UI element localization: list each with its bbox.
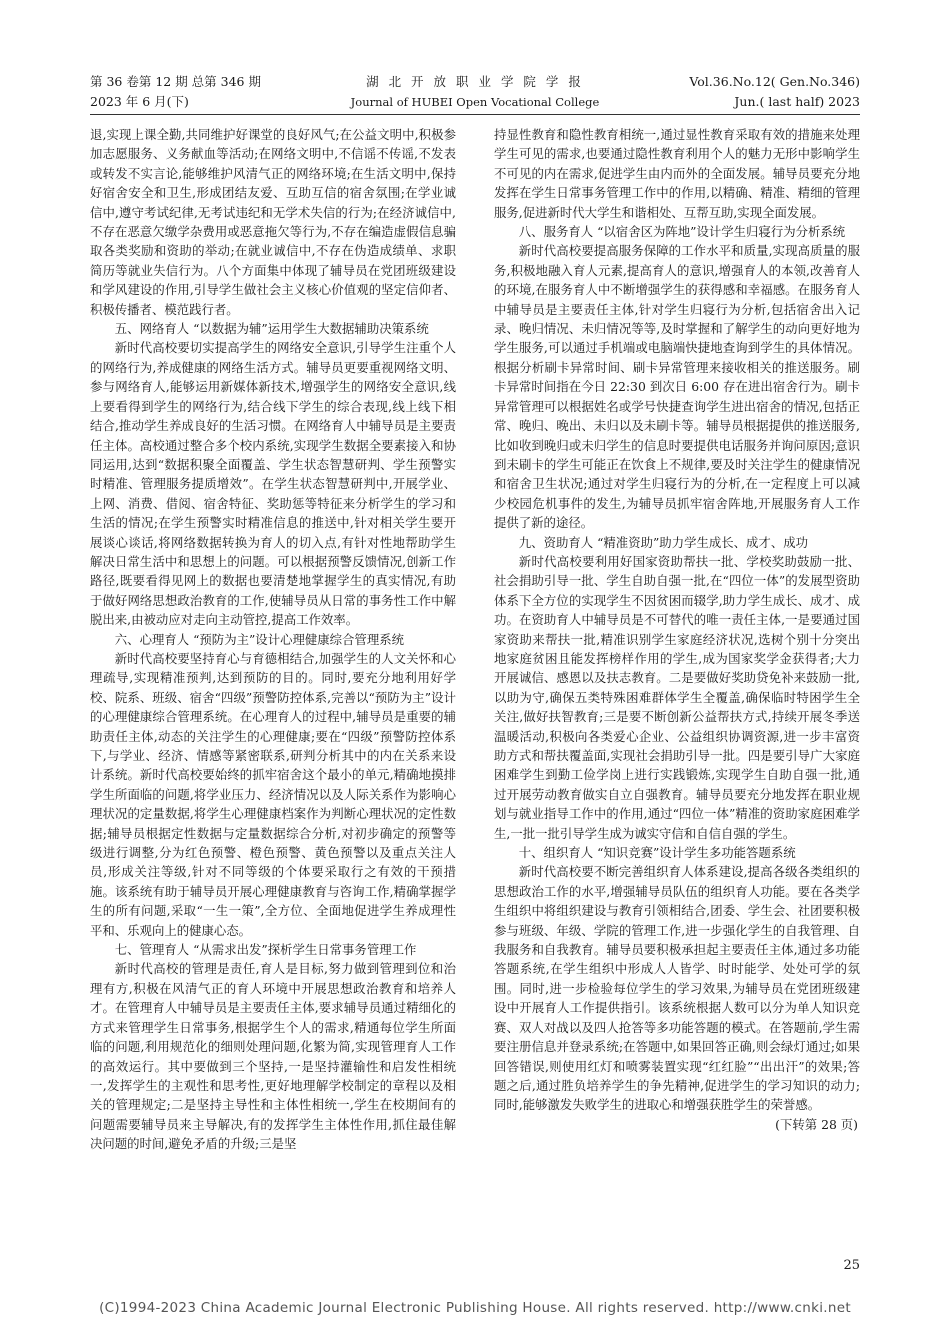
section-heading-5: 五、网络育人 “以数据为辅”运用学生大数据辅助决策系统 — [114, 321, 429, 337]
section-heading-6: 六、心理育人 “预防为主”设计心理健康综合管理系统 — [114, 631, 404, 647]
journal-title-en: Journal of HUBEI Open Vocational College — [350, 95, 600, 109]
copyright-footer: (C)1994-2023 China Academic Journal Electronic Publishing House. All rights reserved. http://www.cnki.net — [99, 1300, 851, 1316]
section-heading-9: 九、资助育人 “精准资助”助力学生成长、成才、成功 — [518, 534, 808, 550]
left-column — [90, 125, 456, 1154]
paragraph: 新时代高校要坚持育心与育德相结合,加强学生的人文关怀和心理疏导,实现精准预判,达到预防的目的。同时,要充分地利用好学校、院系、班级、宿舍“四级”预警防控体系,完善以“预防为主”设计的心理健康综合管理系统。在心理育人的过程中,辅导员是重要的辅助责任主体,动态的关注学生的心理健康;要在“四级”预警防控体系下,与学业、经济、情感等紧密联系,研判分析其中的内在关系来设计系统。新时代高校要始终的抓牢宿舍这个最小的单元,精确地摸排学生所面临的问题,将学业压力、经济情况以及人际关系作为影响心理状况的定量数据,将学生心理健康档案作为判断心理状况的定性数据;辅导员根据定性数据与定量数据综合分析,对初步确定的预警等级进行调整,分为红色预警、橙色预警、黄色预警以及重点关注人员,形成关注等级,针对不同等级的个体要采取行之有效的干预措施。该系统有助于辅导员开展心理健康教育与咨询工作,精确掌握学生的所有问题,采取“一生一策”,全方位、全面地促进学生养成理性平和、乐观向上的健康心态。 — [90, 650, 456, 938]
paragraph: 新时代高校要利用好国家资助帮扶一批、学校奖助鼓励一批、社会捐助引导一批、学生自助自强一批,在“四位一体”的发展型资助体系下全方位的实现学生不因贫困而辍学,助力学生成长、成才、成功。在资助育人中辅导员是不可替代的唯一责任主体,一是要通过国家资助来帮扶一批,精准识别学生家庭经济状况,选树个别十分突出地家庭贫困且能发挥榜样作用的学生,成为国家奖学金获得者;大力开展诚信、感恩以及扶志教育。二是要做好奖助贷免补来鼓励一批,以助为守,确保五类特殊困难群体学生全覆盖,确保临时特困学生全关注,做好扶智教育;三是要不断创新公益帮扶方式,持续开展冬季送温暖活动,积极向各类爱心企业、公益组织协调资源,进一步丰富资助方式和帮扶覆盖面,实现社会捐助引导一批。四是要引导广大家庭困难学生到勤工俭学岗上进行实践锻炼,实现学生自助自强一批,通过开展劳动教育做实自立自强教育。辅导员要充分地发挥在职业规划与就业指导工作中的作用,通过“四位一体”精准的资助家庭困难学生,一批一批引导学生成为诚实守信和自信自强的学生。 — [494, 553, 860, 841]
paragraph: 新时代高校的管理是责任,育人是目标,努力做到管理到位和治理有方,积极在风清气正的育人环境中开展思想政治教育和培养人才。在管理育人中辅导员是主要责任主体,要求辅导员通过精细化的方式来管理学生日常事务,根据学生个人的需求,精通每位学生所面临的问题,利用规范化的细则处理问题,化繁为简,实现管理育人工作的高效运行。其中要做到三个坚持,一是坚持灌输性和启发性相统一,发挥学生的主观性和思考性,更好地理解学校制定的章程以及相关的管理规定;二是坚持主导性和主体性相统一,学生在校期间有的问题需要辅导员来主导解决,有的发挥学生主体性作用,抓住最佳解决问题的时间,避免矛盾的升级;三是坚 — [90, 961, 456, 1152]
journal-header — [90, 72, 860, 115]
paragraph: 新时代高校要不断完善组织育人体系建设,提高各级各类组织的思想政治工作的水平,增强辅导员队伍的组织育人功能。要在各类学生组织中将组织建设与教育引领相结合,团委、学生会、社团要积极参与班级、年级、学院的管理工作,进一步强化学生的自我管理、自我服务和自我教育。辅导员要积极承担起主要责任主体,通过多功能答题系统,在学生组织中形成人人皆学、时时能学、处处可学的氛围。同时,进一步检验每位学生的学习效果,为辅导员在党团班级建设中开展育人工作提供指引。该系统根据人数可以分为单人知识竞赛、双人对战以及四人抢答等多功能答题的模式。在答题前,学生需要注册信息并登录系统;在答题中,如果回答正确,则会绿灯通过;如果回答错误,则使用红灯和喷雾装置实现“红红脸”“出出汗”的效果;答题之后,通过胜负培养学生的争先精神,促进学生的学习知识的动力;同时,能够激发失败学生的进取心和增强获胜学生的荣誉感。 — [494, 864, 860, 1113]
right-column — [494, 125, 860, 1134]
paragraph: 持显性教育和隐性教育相统一,通过显性教育采取有效的措施来处理学生可见的需求,也要通过隐性教育利用个人的魅力无形中影响学生不可见的内在需求,促进学生由内而外的全面发展。辅导员要充分地发挥在学生日常事务管理工作中的作用,以精确、精准、精细的管理服务,促进新时代大学生和谐相处、互帮互助,实现全面发展。 — [494, 127, 860, 220]
issue-volume-en: Vol.36.No.12( Gen.No.346) — [689, 74, 860, 89]
section-heading-7: 七、管理育人 “从需求出发”探析学生日常事务管理工作 — [114, 942, 417, 958]
paragraph: 退,实现上课全勤,共同维护好课堂的良好风气;在公益文明中,积极参加志愿服务、义务献血等活动;在网络文明中,不信谣不传谣,不发表或转发不实言论,能够维护风清气正的网络环境;在生活文明中,保持好宿舍安全和卫生,形成团结友爱、互助互信的宿舍氛围;在学业诚信中,遵守考试纪律,无考试违纪和无学术失信的行为;在经济诚信中,不存在恶意欠缴学杂费用或恶意拖欠等行为,不存在编造虚假信息骗取各类奖励和资助的举动;在就业诚信中,不存在伪造成绩单、求职简历等就业失信行为。八个方面集中体现了辅导员在党团班级建设和学风建设的作用,引导学生做社会主义核心价值观的坚定信仰者、积极传播者、模范践行者。 — [90, 127, 456, 317]
continued-note: (下转第 28 页) — [775, 1116, 858, 1132]
issue-volume: 第 36 卷第 12 期 总第 346 期 — [90, 74, 261, 89]
section-heading-8: 八、服务育人 “以宿舍区为阵地”设计学生归寝行为分析系统 — [518, 224, 846, 240]
paragraph: 新时代高校要切实提高学生的网络安全意识,引导学生注重个人的网络行为,养成健康的网络生活方式。辅导员更要重视网络文明、参与网络育人,能够运用新媒体新技术,增强学生的网络安全意识,线上要看得到学生的网络行为,结合线下学生的综合表现,线上线下相结合,推动学生养成良好的生活习惯。在网络育人中辅导员是主要责任主体。高校通过整合多个校内系统,实现学生数据全要素接入和协同运用,达到“数据积聚全面覆盖、学生状态智慧研判、学生预警实时精准、管理服务提质增效”。在学生状态智慧研判中,开展学业、上网、消费、借阅、宿舍特征、奖助惩等特征来分析学生的学习和生活的情况;在学生预警实时精准信息的推送中,针对相关学生要开展谈心谈话,将网络数据转换为育人的切入点,有针对性地帮助学生解决日常生活中和思想上的问题。可以根据预警反馈情况,创新工作路径,既要看得见网上的数据也要清楚地掌握学生的真实情况,有助于做好网络思想政治教育的工作,使辅导员从日常的事务性工作中解脱出来,由被动应对走向主动管控,提高工作效率。 — [90, 340, 456, 628]
page-number: 25 — [843, 1258, 860, 1273]
section-heading-10: 十、组织育人 “知识竞赛”设计学生多功能答题系统 — [518, 845, 796, 861]
journal-title-cn: 湖 北 开 放 职 业 学 院 学 报 — [366, 74, 584, 89]
paragraph: 新时代高校要提高服务保障的工作水平和质量,实现高质量的服务,积极地融入育人元素,提高育人的意识,增强育人的本领,改善育人的环境,在服务育人中不断增强学生的获得感和幸福感。在服务育人中辅导员是主要责任主体,针对学生归寝行为分析,包括宿舍出入记录、晚归情况、未归情况等等,及时掌握和了解学生的动向更好地为学生服务,可以通过手机端或电脑端快捷地查询到学生的具体情况。根据分析刷卡异常时间、刷卡异常管理来接收相关的推送服务。刷卡异常时间指在今日 22:30 到次日 6:00 存在进出宿舍行为。刷卡异常管理可以根据姓名或学号快捷查询学生进出宿舍的情况,包括正常、晚归、晚出、未归以及未刷卡等。辅导员根据提供的推送服务,比如收到晚归或未归学生的信息时要提供电话服务并询问原因;意识到未刷卡的学生可能正在饮食上不规律,要及时关注学生的健康情况和宿舍卫生状况;通过对学生归寝行为的分析,在一定程度上可以减少校园危机事件的发生,为辅导员抓牢宿舍阵地,开展服务育人工作提供了新的途径。 — [494, 243, 860, 531]
issue-info-en — [689, 72, 860, 112]
issue-date-en: Jun.( last half) 2023 — [734, 94, 860, 109]
issue-date: 2023 年 6 月(下) — [90, 94, 189, 109]
